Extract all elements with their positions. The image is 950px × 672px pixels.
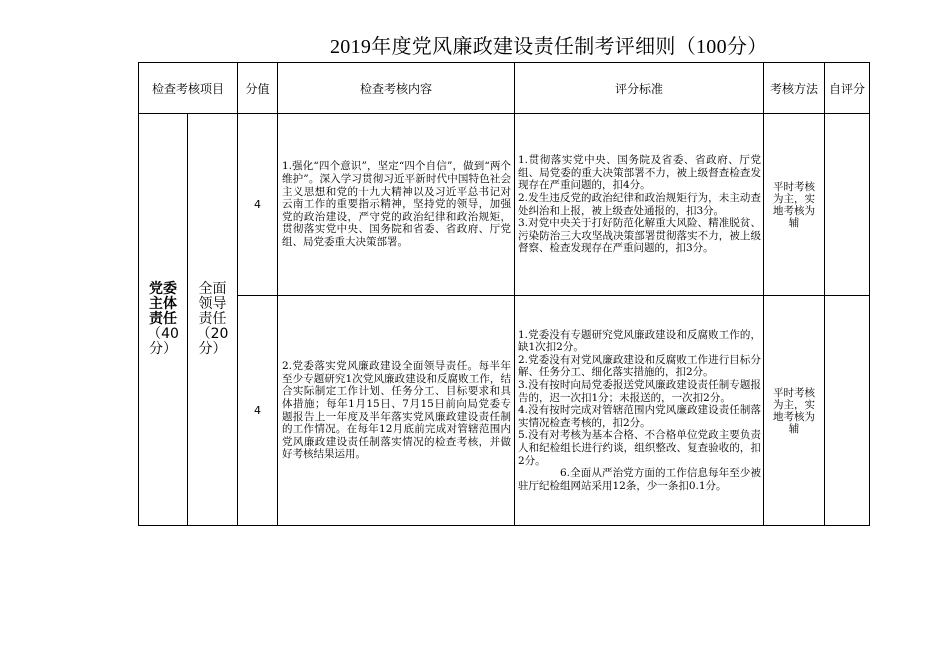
header-criteria: 评分标准 [515, 63, 764, 114]
header-content: 检查考核内容 [278, 63, 515, 114]
assessment-method: 平时考核为主，实地考核为辅 [764, 296, 825, 526]
category-label: 党委 [149, 281, 177, 297]
score-value: 4 [238, 114, 278, 296]
assessment-method: 平时考核为主，实地考核为辅 [764, 114, 825, 296]
score-value: 4 [238, 296, 278, 526]
page-title: 2019年度党风廉政建设责任制考评细则（100分） [330, 36, 768, 58]
assessment-content: 1.强化“四个意识”，坚定“四个自信”，做到“两个维护”。深入学习贯彻习近平新时代中国特色社会主义思想和党的十九大精神以及习近平总书记对云南工作的重要指示精神，坚持党的领导，加强党的政治建设，严守党的政治纪律和政治规矩，贯彻落实党中央、国务院和省委、省政府、厅党组、局党委重大决策部署。 [278, 114, 515, 296]
header-method: 考核方法 [764, 63, 825, 114]
assessment-table [138, 62, 870, 526]
header-row [139, 63, 870, 114]
scoring-criteria: 1.贯彻落实党中央、国务院及省委、省政府、厅党组、局党委的重大决策部署不力，被上级督查检查发现存在严重问题的，扣4分。 2.发生违反党的政治纪律和政治规矩行为，未主动查处纠治和上报，被上级查处通报的，扣3分。 3.对党中央关于打好防范化解重大风险、精准脱贫、污染防治三大攻坚战决策部署贯彻落实不力，被上级督察、检查发现存在严重问题的，扣3分。 [515, 114, 764, 296]
header-item: 检查考核项目 [139, 63, 238, 114]
table-row [139, 296, 870, 526]
subcategory-label: 全面 [198, 281, 227, 297]
category-cell: 党委 主体 责任 （40 分） [139, 114, 188, 526]
header-score: 分值 [238, 63, 278, 114]
scoring-criteria: 1.党委没有专题研究党风廉政建设和反腐败工作的，缺1次扣2分。 2.党委没有对党风廉政建设和反腐败工作进行目标分解、任务分工、细化落实措施的，扣2分。 3.没有按时向局党委报送党风廉政建设责任制专题报告的，迟一次扣1分；未报送的，一次扣2分。 4.没有按时完成对管辖范围内党风廉政建设责任制落实情况检查考核的，扣2分。 5.没有对考核为基本合格、不合格单位党政主要负责人和纪检组长进行约谈，组织整改、复查验收的，扣2分。 6.全面从严治党方面的工作信息每年至少被驻厅纪检组网站采用12条，少一条扣0.1分。 [515, 296, 764, 526]
subcategory-cell: 全面 领导 责任 （20 分） [188, 114, 238, 526]
self-score-cell[interactable] [825, 296, 870, 526]
assessment-content: 2.党委落实党风廉政建设全面领导责任。每半年至少专题研究1次党风廉政建设和反腐败工作，结合实际制定工作计划、任务分工、目标要求和具体措施；每年1月15日、7月15日前向局党委专题报告上一年度及半年落实党风廉政建设责任制的工作情况。在每年12月底前完成对管辖范围内党风廉政建设责任制落实情况的检查考核，并做好考核结果运用。 [278, 296, 515, 526]
self-score-cell[interactable] [825, 114, 870, 296]
header-self-score: 自评分 [825, 63, 870, 114]
table-row [139, 114, 870, 296]
